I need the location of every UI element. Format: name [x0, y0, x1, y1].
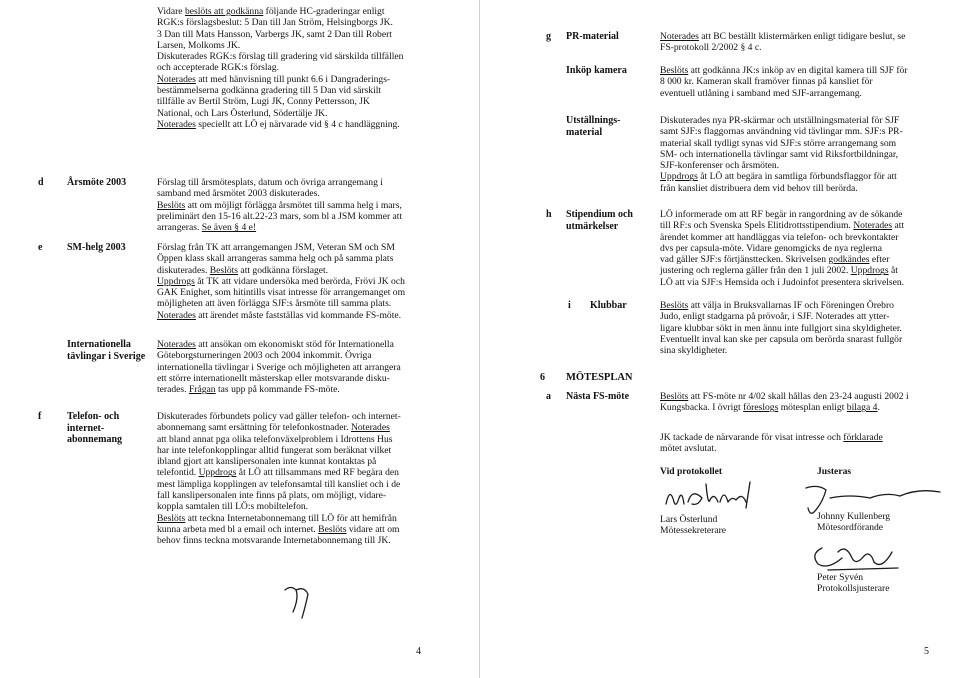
section-letter-i: i: [568, 300, 571, 311]
text-line: dvs per capsula-möte. Vidare genomgicks de nya reglerna: [660, 242, 882, 254]
text-line: Larsen, Molkoms JK.: [157, 39, 241, 51]
section-label-utstallningsmaterial: Utställnings- material: [566, 115, 621, 138]
text-line: material skall tydligt synas vid SJF:s större arrangemang som: [660, 137, 897, 149]
page-number-left: 4: [416, 646, 421, 657]
text-line: Noterades att ansökan om ekonomiskt stöd för Internationella: [157, 339, 394, 350]
text-line: Förslag från TK att arrangemangen JSM, Veteran SM och SM: [157, 242, 395, 253]
text-line: RGK:s förslagsbeslut: 5 Dan till Jan Ström, Helsingborgs JK.: [157, 17, 393, 29]
text-line: LÖ att via SJF:s Hemsida och i Judoinfot presentera skrivelsen.: [660, 276, 905, 288]
signer-name-peter: Peter Syvén: [817, 572, 864, 583]
closing-text: [660, 432, 950, 455]
text-line: bestämmelserna godkänna gradering till 5 Dan vid särskilt: [157, 85, 382, 97]
text-line: Beslöts att om möjligt förlägga årsmötet till samma helg i mars,: [157, 199, 402, 211]
section-letter-a: a: [546, 391, 551, 402]
signer-title-peter: Protokollsjusterare: [817, 583, 890, 594]
text-line: abonnemang samt ersättning för telefonkostnader. Noterades: [157, 422, 390, 434]
text-line: Noterades att ärendet måste fastställas vid kommande FS-möte.: [157, 309, 402, 321]
section-label-inkop-kamera: Inköp kamera: [566, 65, 627, 76]
text-line: samt SJF:s flaggornas användning vid tävlingar mm. SJF:s PR-: [660, 126, 903, 138]
text-line: Beslöts att välja in Bruksvallarnas IF och Föreningen Örebro: [660, 300, 894, 311]
section-letter-d: d: [38, 177, 44, 188]
text-line: Kungsbacka. I övrigt föreslogs mötesplan enligt bilaga 4.: [660, 402, 880, 414]
section-label-klubbar: Klubbar: [590, 300, 627, 311]
section-label-internationella: Internationella tävlingar i Sverige: [67, 339, 146, 362]
text-line: kunna arbeta med bl a email och internet. Beslöts vidare att om: [157, 523, 400, 535]
text-line: preliminärt den 15-16 alt.22-23 mars, som bl a JSM kommer att: [157, 210, 403, 222]
page-number-right: 5: [924, 646, 929, 657]
text-line: Uppdrogs åt TK att vidare undersöka med berörda, Frövi JK och: [157, 275, 405, 287]
text-line: Beslöts att teckna Internetabonnemang till LÖ för att hemifrån: [157, 512, 397, 524]
text-line: samband med årsmötet 2003 diskuterades.: [157, 188, 320, 200]
signature-peter-syven: [808, 540, 918, 576]
text-line: Vidare beslöts att godkänna följande HC-graderingar enligt: [157, 6, 385, 17]
text-line: justering och reglerna gäller från den 1 juli 2002. Uppdrogs åt: [660, 265, 898, 277]
text-line: Diskuterades nya PR-skärmar och utställningsmaterial för SJF: [660, 115, 900, 126]
text-line: Diskuterades förbundets policy vad gäller telefon- och internet-: [157, 411, 401, 422]
text-line: arrangeras. Se även § 4 e!: [157, 222, 257, 234]
section-label-telefon: Telefon- och internet- abonnemang: [67, 411, 123, 446]
text-line: ärendet kommer att handläggas via telefon- och brevkontakter: [660, 231, 899, 243]
text-line: Noterades att med hänvisning till punkt 6.6 i Dangraderings-: [157, 73, 391, 85]
text-line: Eventuellt inval kan ske per capsula om berörda snarast fullgör: [660, 333, 903, 345]
section-label-sm-helg: SM-helg 2003: [67, 242, 126, 253]
signer-title-lars: Mötessekreterare: [660, 525, 727, 536]
text-line: har inte telefonkopplingar alltid fungerat som beräknat vilket: [157, 444, 392, 456]
section-letter-f: f: [38, 411, 42, 422]
section-e-text: [157, 242, 457, 321]
section-number-6: 6: [540, 372, 545, 383]
text-line: SJF-konferenser och årsmöten.: [660, 160, 780, 172]
text-line: Göteborgsturneringen 2003 och 2004 inkommit. Övriga: [157, 350, 372, 362]
text-line: tillfälle av Bertil Ström, Lugi JK, Conny Pettersson, JK: [157, 96, 370, 108]
section-label-pr-material: PR-material: [566, 31, 619, 42]
section-g-text: [660, 31, 950, 54]
section-d-text: [157, 177, 457, 233]
signature-lars-osterlund: [662, 478, 762, 514]
text-line: FS-protokoll 2/2002 § 4 c.: [660, 42, 762, 54]
text-line: behov finns teckna motsvarande Internetabonnemang till JK.: [157, 535, 391, 547]
text-line: 8 000 kr. Kameran skall framöver finnas på kansliet för: [660, 76, 873, 88]
text-line: Noterades att BC beställt klistermärken enligt tidigare beslut, se: [660, 31, 906, 42]
text-line: telefontid. Uppdrogs åt LÖ att tillsammans med RF begära den: [157, 467, 399, 479]
section-f-text: [157, 411, 467, 547]
section-heading-motesplan: MÖTESPLAN: [566, 372, 633, 383]
text-line: Beslöts att FS-möte nr 4/02 skall hållas den 23-24 augusti 2002 i: [660, 391, 909, 402]
text-line: diskuterades. Beslöts att godkänna förslaget.: [157, 264, 329, 276]
text-line: internationella tävlingar i Sverige och möjligheten att arrangera: [157, 361, 401, 373]
text-line: GAK Enighet, som hitintills visat intresse för arrangemanget om: [157, 287, 406, 299]
text-line: ligare klubbar sökt in men ännu inte fullgjort sina skyldigheter.: [660, 322, 902, 334]
text-line: vad gäller SJF:s förtjänsttecken. Skrivelsen godkändes efter: [660, 254, 890, 266]
text-line: Uppdrogs åt LÖ att begära in samtliga förbundsflaggor för att: [660, 171, 897, 183]
text-line: SM- och internationella tävlingar samt vid Riksfortbildningar,: [660, 148, 899, 160]
section-i-text: [660, 300, 950, 356]
text-line: 3 Dan till Mats Hansson, Varbergs JK, samt 2 Dan till Robert: [157, 28, 392, 40]
hc-graderingar-block: [157, 6, 457, 130]
text-line: möjligheten att även förlägga SJF:s årsmöte till samma plats.: [157, 298, 392, 310]
signer-name-lars: Lars Österlund: [660, 514, 718, 525]
text-line: att bland annat pga olika telefonväxelproblem i Idrottens Hus: [157, 433, 393, 445]
page-fold: [479, 0, 480, 678]
section-letter-h: h: [546, 209, 552, 220]
text-line: koppla samtalen till LÖ:s mobiltelefon.: [157, 501, 309, 513]
text-line: Diskuterades RGK:s förslag till gradering vid särskilda tillfällen: [157, 51, 404, 63]
vid-protokollet-heading: Vid protokollet: [660, 466, 723, 477]
text-line: Beslöts att godkänna JK:s inköp av en digital kamera till SJF för: [660, 65, 908, 76]
section-letter-g: g: [546, 31, 551, 42]
signer-name-johnny: Johnny Kullenberg: [817, 511, 891, 522]
text-line: JK tackade de närvarande för visat intresse och förklarade: [660, 432, 883, 443]
text-line: eventuell utlåning i samband med SJF-arrangemang.: [660, 87, 862, 99]
text-line: Öppen klass skall arrangeras samma helg och på samma plats: [157, 253, 394, 265]
section-label-nasta-fs-mote: Nästa FS-möte: [566, 391, 630, 402]
text-line: Noterades speciellt att LÖ ej närvarade vid § 4 c handläggning.: [157, 118, 400, 130]
handwritten-initials: [282, 582, 314, 622]
text-line: ett större internationellt mästerskap eller motsvarande disku-: [157, 372, 390, 384]
section-letter-e: e: [38, 242, 43, 253]
section-a-text: [660, 391, 950, 414]
text-line: Judo, enligt stadgarna på prövoår, i SJF. Noterades att ytter-: [660, 311, 890, 323]
text-line: LÖ informerade om att RF begär in rangordning av de sökande: [660, 209, 903, 220]
text-line: fall kanslipersonalen inte finns på plats, om möjligt, vidare-: [157, 490, 387, 502]
section-label-stipendium: Stipendium och utmärkelser: [566, 209, 633, 232]
section-intl-text: [157, 339, 457, 395]
section-utst-text: [660, 115, 950, 194]
section-h-text: [660, 209, 950, 288]
text-line: Förslag till årsmötesplats, datum och övriga arrangemang i: [157, 177, 383, 188]
text-line: terades. Frågan tas upp på kommande FS-möte.: [157, 384, 340, 396]
text-line: mest lämpliga kopplingen av telefonsamtal till kansliet och i de: [157, 478, 401, 490]
text-line: från kansliet distribuera dem vid behov till berörda.: [660, 182, 858, 194]
text-line: sina skyldigheter.: [660, 345, 728, 357]
text-line: National, och Lars Österlund, Södertälje JK.: [157, 107, 328, 119]
section-kamera-text: [660, 65, 950, 99]
text-line: ibland gjort att kanslipersonalen inte kunnat kontaktas på: [157, 456, 377, 468]
justeras-heading: Justeras: [817, 466, 852, 477]
text-line: och accepterade RGK:s förslag.: [157, 62, 280, 74]
text-line: till RF:s och Svenska Spels Elitidrottsstipendium. Noterades att: [660, 220, 905, 232]
section-label-arsmote: Årsmöte 2003: [67, 177, 127, 188]
signer-title-johnny: Mötesordförande: [817, 522, 884, 533]
text-line: mötet avslutat.: [660, 443, 717, 455]
